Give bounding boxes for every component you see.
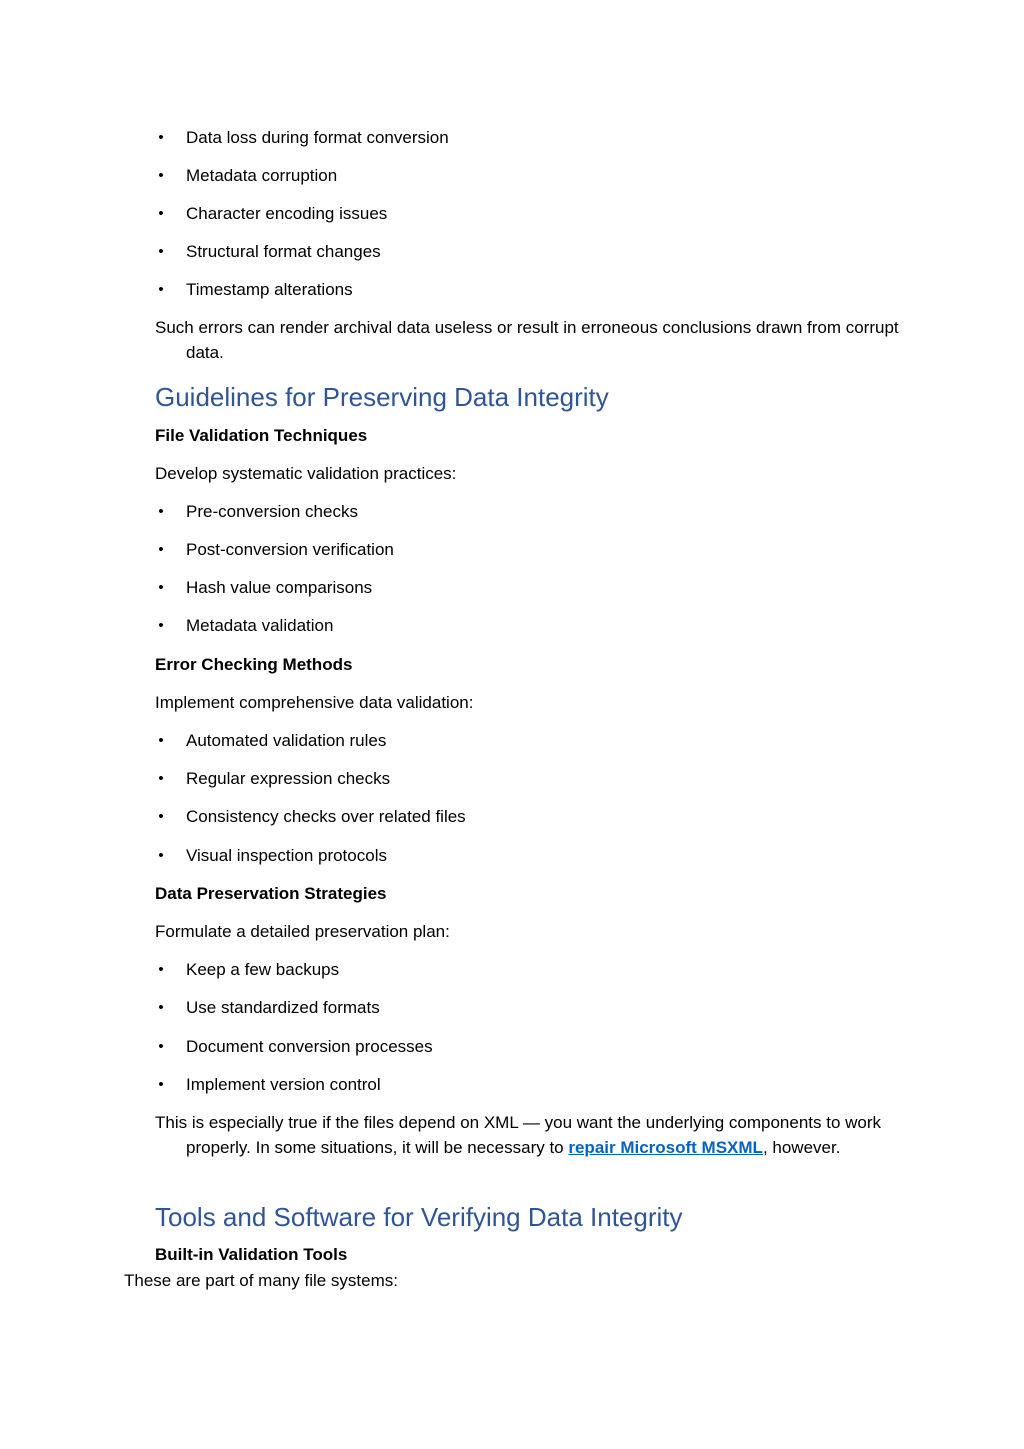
paragraph-text: This is especially true if the files depend on XML — you want the underlying components to work properly. In some situations, it will be necessary to xyxy=(155,1113,882,1157)
bullet-icon: • xyxy=(158,1038,164,1055)
list-item-text: Implement version control xyxy=(186,1075,381,1094)
list-item xyxy=(155,499,855,524)
bullet-icon: • xyxy=(158,617,164,634)
list-item-text: Timestamp alterations xyxy=(186,280,353,299)
subsection-intro: Implement comprehensive data validation: xyxy=(155,693,474,712)
list-item-text: Document conversion processes xyxy=(186,1037,433,1056)
bullet-icon: • xyxy=(158,541,164,558)
list-item xyxy=(155,995,855,1020)
list-item xyxy=(155,1072,855,1097)
list-item xyxy=(155,277,855,302)
list-item-text: Metadata validation xyxy=(186,616,334,635)
subsection-title: Data Preservation Strategies xyxy=(155,884,387,903)
bullet-icon: • xyxy=(158,999,164,1016)
bullet-icon: • xyxy=(158,808,164,825)
list-item-text: Metadata corruption xyxy=(186,166,338,185)
subsection-title: File Validation Techniques xyxy=(155,426,368,445)
bullet-icon: • xyxy=(158,732,164,749)
section-heading: Tools and Software for Verifying Data Integrity xyxy=(155,1202,683,1232)
bullet-icon: • xyxy=(158,167,164,184)
bullet-icon: • xyxy=(158,243,164,260)
bullet-icon: • xyxy=(158,281,164,298)
list-item xyxy=(155,125,855,150)
list-item-text: Pre-conversion checks xyxy=(186,502,358,521)
bullet-icon: • xyxy=(158,503,164,520)
subsection-intro: These are part of many file systems: xyxy=(124,1271,398,1290)
bullet-icon: • xyxy=(158,770,164,787)
list-item xyxy=(155,728,855,753)
bullet-icon: • xyxy=(158,129,164,146)
list-item xyxy=(155,239,855,264)
bullet-icon: • xyxy=(158,1076,164,1093)
subsection-intro: Formulate a detailed preservation plan: xyxy=(155,922,450,941)
list-item xyxy=(155,843,855,868)
repair-msxml-link[interactable]: repair Microsoft MSXML xyxy=(568,1138,763,1157)
list-item xyxy=(155,537,855,562)
list-item-text: Post-conversion verification xyxy=(186,540,394,559)
paragraph: Such errors can render archival data useless or result in erroneous conclusions drawn from corrupt data. xyxy=(155,318,899,362)
list-item-text: Keep a few backups xyxy=(186,960,340,979)
list-item xyxy=(155,1034,855,1059)
list-item-text: Consistency checks over related files xyxy=(186,807,466,826)
list-item-text: Visual inspection protocols xyxy=(186,846,387,865)
subsection-title: Error Checking Methods xyxy=(155,655,353,674)
bullet-icon: • xyxy=(158,205,164,222)
bullet-icon: • xyxy=(158,847,164,864)
list-item-text: Automated validation rules xyxy=(186,731,387,750)
list-item xyxy=(155,613,855,638)
paragraph-with-link xyxy=(155,1110,906,1160)
subsection-intro: Develop systematic validation practices: xyxy=(155,464,457,483)
list-item-text: Character encoding issues xyxy=(186,204,388,223)
list-item xyxy=(155,575,855,600)
bullet-icon: • xyxy=(158,579,164,596)
list-item xyxy=(155,163,855,188)
section-heading: Guidelines for Preserving Data Integrity xyxy=(155,382,609,412)
paragraph-text: , however. xyxy=(762,1138,841,1157)
list-item-text: Data loss during format conversion xyxy=(186,128,449,147)
list-item-text: Structural format changes xyxy=(186,242,381,261)
list-item xyxy=(155,201,855,226)
list-item xyxy=(155,766,855,791)
bullet-icon: • xyxy=(158,961,164,978)
list-item-text: Regular expression checks xyxy=(186,769,391,788)
list-item-text: Hash value comparisons xyxy=(186,578,373,597)
list-item-text: Use standardized formats xyxy=(186,998,380,1017)
list-item xyxy=(155,957,855,982)
list-item xyxy=(155,804,855,829)
subsection-title: Built-in Validation Tools xyxy=(155,1245,348,1264)
